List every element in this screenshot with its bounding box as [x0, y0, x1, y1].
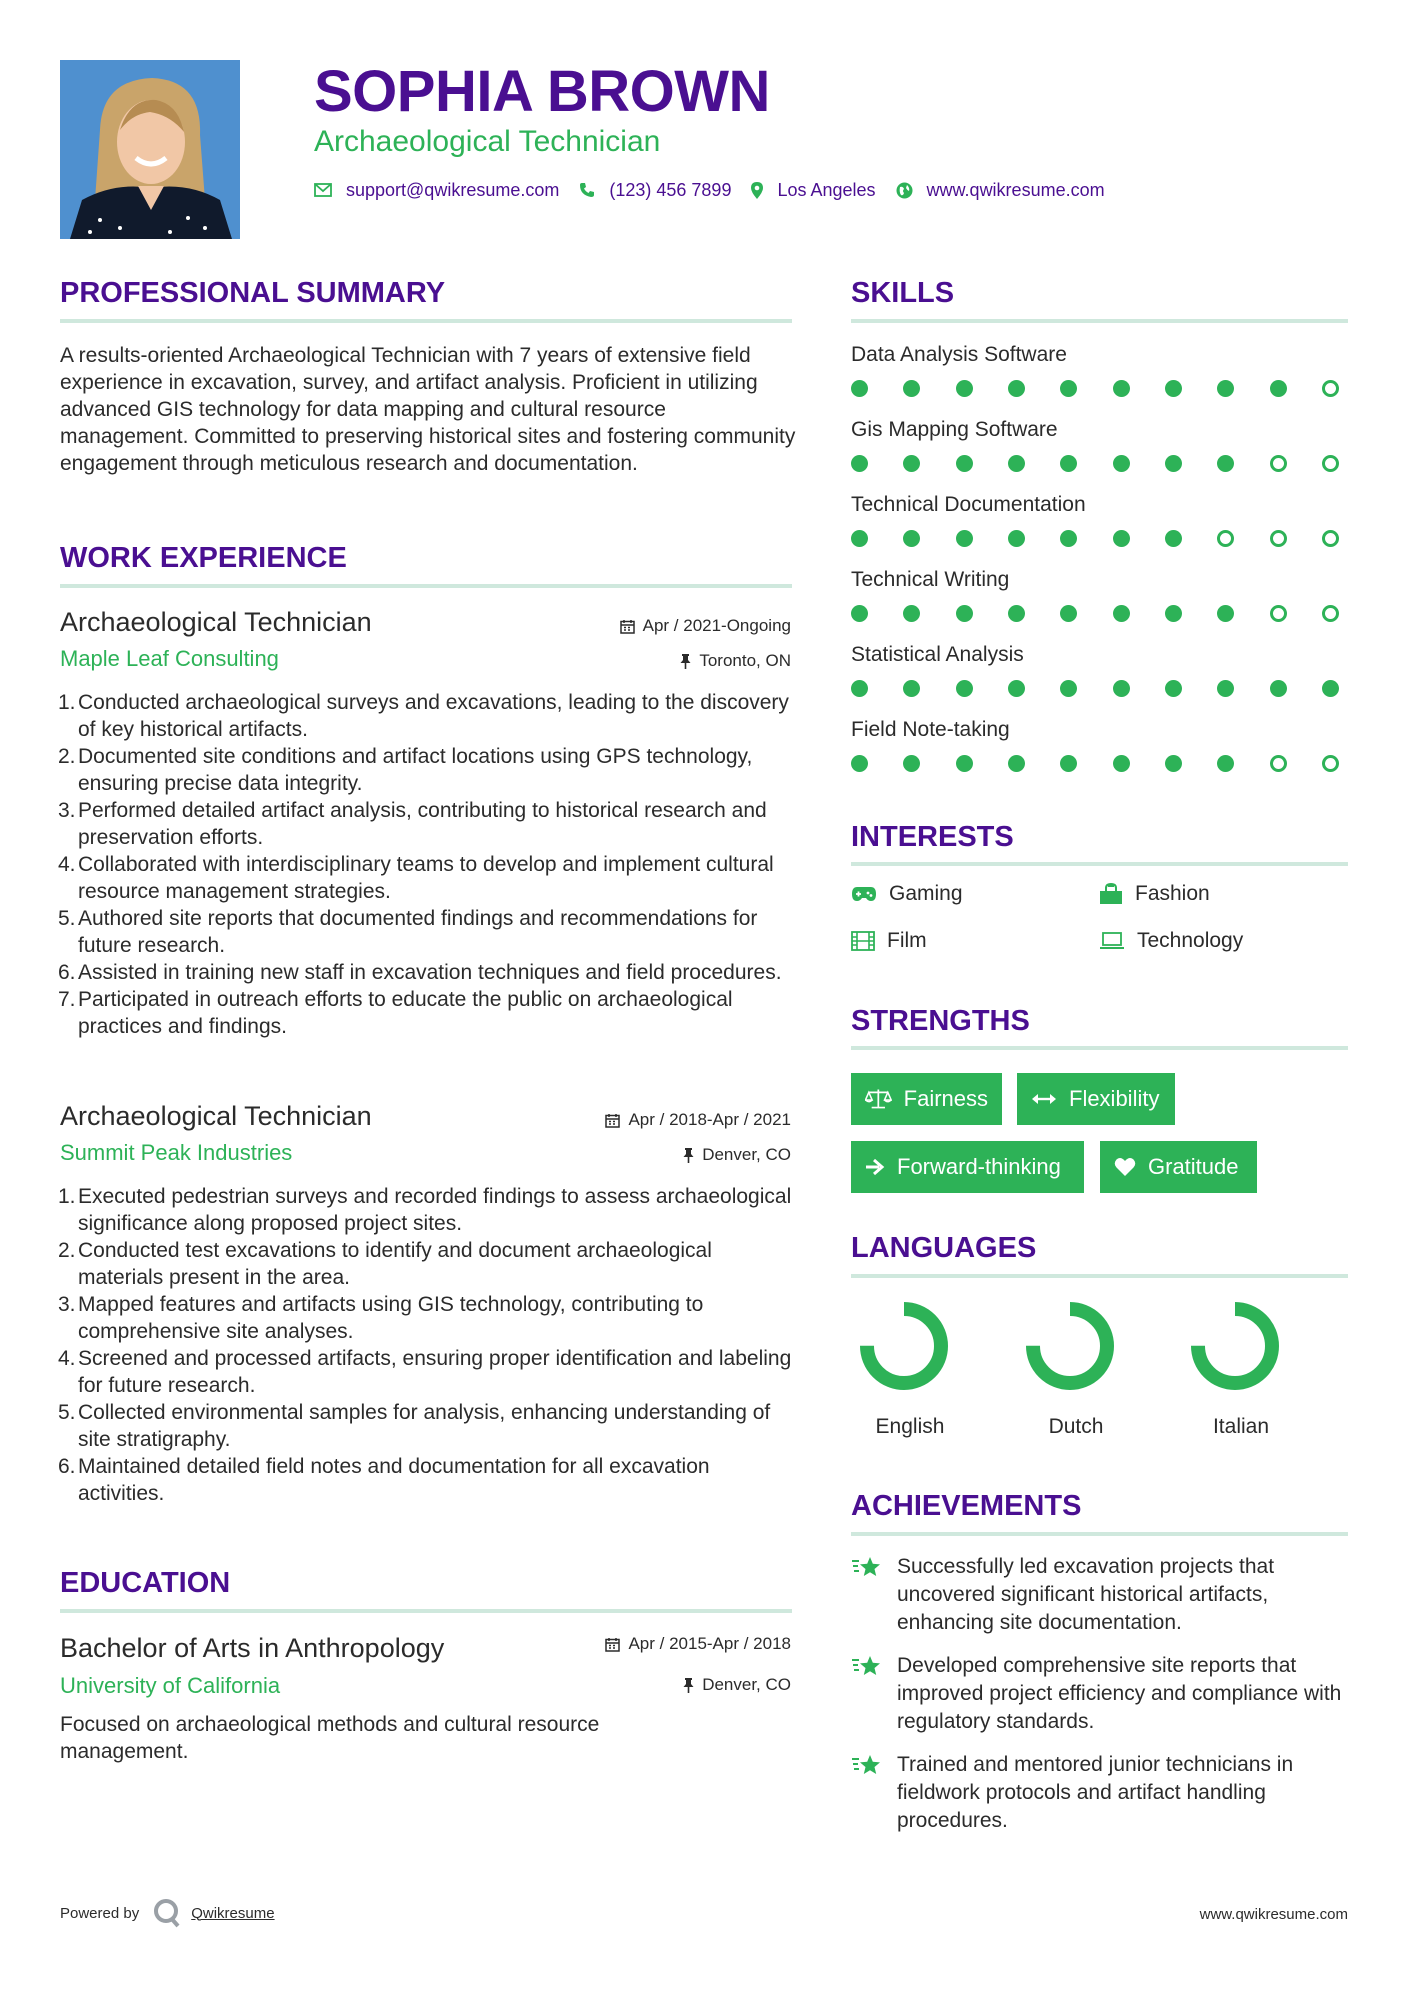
summary-divider: [60, 319, 792, 323]
rating-dot-filled: [903, 530, 920, 547]
contact-email[interactable]: [314, 180, 559, 201]
education-divider: [60, 1609, 792, 1613]
rating-dot-filled: [1322, 680, 1339, 697]
education-dates: [605, 1634, 791, 1654]
qwikresume-link[interactable]: Qwikresume: [191, 1904, 275, 1922]
skill-rating: [851, 755, 1339, 773]
skills-divider: [851, 319, 1348, 323]
achievement-item-3: [851, 1751, 1351, 1835]
rating-dot-filled: [1008, 755, 1025, 772]
rating-dot-filled: [1113, 605, 1130, 622]
rating-dot-filled: [956, 380, 973, 397]
skill-name: Field Note-taking: [851, 718, 1010, 741]
interest-gaming: [851, 882, 963, 906]
education-dates-text: Apr / 2015-Apr / 2018: [628, 1634, 791, 1653]
rating-dot-filled: [1060, 680, 1077, 697]
star-achievement-icon: [851, 1555, 883, 1581]
summary-heading: PROFESSIONAL SUMMARY: [60, 277, 446, 309]
strength-tag-fairness: [851, 1073, 1002, 1125]
rating-dot-filled: [903, 680, 920, 697]
rating-dot-filled: [1217, 455, 1234, 472]
rating-dot-filled: [1217, 605, 1234, 622]
phone-icon: [579, 182, 595, 198]
job-location-text-2: Denver, CO: [702, 1145, 791, 1164]
rating-dot-filled: [1113, 530, 1130, 547]
education-location-text: Denver, CO: [702, 1675, 791, 1694]
rating-dot-filled: [1165, 605, 1182, 622]
phone-text: (123) 456 7899: [609, 179, 732, 200]
experience-heading: WORK EXPERIENCE: [60, 542, 347, 574]
job-title-1: Archaeological Technician: [60, 607, 372, 637]
location-text: Los Angeles: [777, 179, 876, 200]
rating-dot-filled: [851, 380, 868, 397]
list-item: 4. Collaborated with interdisciplinary teams to develop and implement cultural resource management strategies.: [58, 853, 774, 903]
contact-website[interactable]: [896, 180, 1105, 201]
strength-label: Flexibility: [1069, 1086, 1160, 1111]
rating-dot-filled: [1008, 455, 1025, 472]
languages-heading: LANGUAGES: [851, 1232, 1037, 1264]
job-dates-1: [620, 616, 791, 636]
list-item: 2. Documented site conditions and artifact locations using GPS technology, ensuring precise data integrity.: [58, 745, 753, 795]
skill-name: Data Analysis Software: [851, 343, 1067, 366]
rating-dot-filled: [1060, 530, 1077, 547]
list-item: 3. Mapped features and artifacts using GIS technology, contributing to comprehensive site analyses.: [58, 1293, 704, 1343]
rating-dot-filled: [956, 680, 973, 697]
heart-icon: [1114, 1157, 1136, 1177]
candidate-name: SOPHIA BROWN: [314, 59, 770, 124]
rating-dot-filled: [1008, 530, 1025, 547]
list-item: 4. Screened and processed artifacts, ensuring proper identification and labeling for future research.: [58, 1347, 792, 1397]
qwikresume-logo-icon: [153, 1898, 181, 1928]
rating-dot-filled: [903, 605, 920, 622]
achievements-heading: ACHIEVEMENTS: [851, 1490, 1082, 1522]
calendar-icon: [605, 1637, 620, 1652]
contact-location: [751, 180, 875, 201]
rating-dot-filled: [1113, 455, 1130, 472]
profile-photo: [60, 60, 240, 239]
list-item: 6. Assisted in training new staff in excavation techniques and field procedures.: [58, 961, 782, 984]
rating-dot-filled: [956, 755, 973, 772]
education-heading: EDUCATION: [60, 1567, 231, 1599]
language-level-arc: [867, 1309, 941, 1383]
rating-dot-filled: [956, 455, 973, 472]
skill-name: Statistical Analysis: [851, 643, 1024, 666]
rating-dot-filled: [956, 530, 973, 547]
candidate-title: Archaeological Technician: [314, 125, 661, 158]
skill-name: Technical Documentation: [851, 493, 1086, 516]
rating-dot-filled: [851, 755, 868, 772]
skill-rating: [851, 605, 1339, 623]
pushpin-icon: [683, 1678, 694, 1693]
skill-rating: [851, 455, 1339, 473]
strength-tag-gratitude: [1100, 1141, 1257, 1193]
list-item: 5. Authored site reports that documented findings and recommendations for future research.: [58, 907, 758, 957]
language-level-arc: [1198, 1309, 1272, 1383]
achievement-text: Developed comprehensive site reports that improved project efficiency and compliance with regulatory standards.: [897, 1654, 1342, 1733]
rating-dot-filled: [1165, 755, 1182, 772]
rating-dot-filled: [1060, 455, 1077, 472]
list-item: 5. Collected environmental samples for analysis, enhancing understanding of site stratigraphy.: [58, 1401, 771, 1451]
company-1: Maple Leaf Consulting: [60, 646, 279, 671]
powered-by-text: Powered by: [60, 1904, 140, 1922]
list-item: 2. Conducted test excavations to identify and document archaeological materials present in the area.: [58, 1239, 712, 1289]
achievement-item-2: [851, 1652, 1351, 1736]
school-name: University of California: [60, 1673, 281, 1698]
laptop-icon: [1099, 932, 1125, 950]
rating-dot-filled: [1008, 605, 1025, 622]
arrow-right-icon: [865, 1158, 885, 1176]
interests-divider: [851, 862, 1348, 866]
rating-dot-filled: [1217, 380, 1234, 397]
achievements-divider: [851, 1532, 1348, 1536]
interest-label: Gaming: [889, 882, 963, 905]
rating-dot-filled: [1008, 680, 1025, 697]
job-dates-2: [605, 1110, 791, 1130]
envelope-icon: [314, 183, 332, 197]
arrows-horizontal-icon: [1031, 1092, 1057, 1106]
interest-fashion: [1099, 882, 1210, 906]
contact-phone[interactable]: [579, 180, 731, 201]
skill-rating: [851, 680, 1339, 698]
rating-dot-filled: [851, 455, 868, 472]
interests-heading: INTERESTS: [851, 821, 1014, 853]
rating-dot-filled: [903, 755, 920, 772]
achievement-text: Trained and mentored junior technicians in fieldwork protocols and artifact handling procedures.: [897, 1753, 1294, 1832]
strength-tag-forward-thinking: [851, 1141, 1084, 1193]
job-bullets-2: [60, 1183, 800, 1507]
interest-label: Film: [887, 929, 927, 952]
list-item: 1. Conducted archaeological surveys and excavations, leading to the discovery of key historical artifacts.: [58, 691, 789, 741]
achievement-item-1: [851, 1553, 1351, 1637]
company-2: Summit Peak Industries: [60, 1140, 293, 1165]
rating-dot-filled: [1113, 380, 1130, 397]
rating-dot-empty: [1270, 755, 1287, 772]
strengths-divider: [851, 1046, 1348, 1050]
strength-label: Forward-thinking: [897, 1154, 1061, 1179]
skill-name: Gis Mapping Software: [851, 418, 1058, 441]
rating-dot-empty: [1322, 455, 1339, 472]
film-icon: [851, 931, 875, 951]
job-title-2: Archaeological Technician: [60, 1101, 372, 1131]
contact-bar: [314, 178, 1125, 202]
rating-dot-empty: [1322, 755, 1339, 772]
language-ring: [859, 1301, 949, 1391]
rating-dot-empty: [1217, 530, 1234, 547]
rating-dot-filled: [1165, 680, 1182, 697]
rating-dot-filled: [1113, 755, 1130, 772]
footer-powered-by: [60, 1898, 275, 1928]
skills-heading: SKILLS: [851, 277, 955, 309]
language-name: Italian: [1212, 1415, 1270, 1438]
experience-divider: [60, 584, 792, 588]
list-item: 1. Executed pedestrian surveys and recorded findings to assess archaeological significance along proposed project sites.: [58, 1185, 792, 1235]
job-location-2: [683, 1145, 791, 1165]
strength-label: Gratitude: [1148, 1154, 1239, 1179]
rating-dot-empty: [1270, 530, 1287, 547]
language-ring: [1190, 1301, 1280, 1391]
footer-website[interactable]: www.qwikresume.com: [1199, 1906, 1348, 1923]
job-location-1: [680, 651, 791, 671]
rating-dot-filled: [851, 530, 868, 547]
rating-dot-filled: [1060, 380, 1077, 397]
website-text: www.qwikresume.com: [926, 179, 1105, 200]
rating-dot-filled: [1060, 755, 1077, 772]
skill-rating: [851, 530, 1339, 548]
pushpin-icon: [683, 1148, 694, 1163]
map-marker-icon: [751, 182, 763, 199]
list-item: 3. Performed detailed artifact analysis, contributing to historical research and preservation efforts.: [58, 799, 767, 849]
rating-dot-filled: [903, 380, 920, 397]
rating-dot-filled: [1217, 755, 1234, 772]
education-location: [683, 1675, 791, 1695]
globe-icon: [896, 182, 913, 199]
skill-name: Technical Writing: [851, 568, 1010, 591]
rating-dot-empty: [1322, 380, 1339, 397]
strength-tag-flexibility: [1017, 1073, 1175, 1125]
rating-dot-filled: [1270, 680, 1287, 697]
education-description: Focused on archaeological methods and cultural resource management.: [60, 1713, 600, 1763]
summary-text: A results-oriented Archaeological Technician with 7 years of extensive field experience in excavation, survey, and artifact analysis. Proficient in utilizing advanced GIS technology for data mapping and cultural resource management. Committed to preserving historical sites and fostering community engagement through meticulous research and documentation.: [60, 344, 796, 475]
language-level-arc: [1033, 1309, 1107, 1383]
pushpin-icon: [680, 654, 691, 669]
rating-dot-filled: [1165, 380, 1182, 397]
rating-dot-filled: [956, 605, 973, 622]
rating-dot-filled: [1113, 680, 1130, 697]
languages-divider: [851, 1274, 1348, 1278]
rating-dot-empty: [1270, 455, 1287, 472]
rating-dot-filled: [851, 605, 868, 622]
rating-dot-filled: [1060, 605, 1077, 622]
rating-dot-filled: [1008, 380, 1025, 397]
interest-technology: [1099, 929, 1243, 953]
degree-title: Bachelor of Arts in Anthropology: [60, 1633, 445, 1663]
rating-dot-filled: [1270, 380, 1287, 397]
rating-dot-filled: [903, 455, 920, 472]
job-dates-text-2: Apr / 2018-Apr / 2021: [628, 1110, 791, 1129]
rating-dot-filled: [1165, 530, 1182, 547]
rating-dot-filled: [1217, 680, 1234, 697]
rating-dot-empty: [1322, 530, 1339, 547]
interest-label: Technology: [1137, 929, 1244, 952]
list-item: 6. Maintained detailed field notes and documentation for all excavation activities.: [58, 1455, 710, 1505]
strengths-heading: STRENGTHS: [851, 1005, 1030, 1037]
rating-dot-empty: [1322, 605, 1339, 622]
calendar-icon: [605, 1113, 620, 1128]
rating-dot-filled: [851, 680, 868, 697]
star-achievement-icon: [851, 1753, 883, 1779]
rating-dot-empty: [1270, 605, 1287, 622]
achievement-text: Successfully led excavation projects that uncovered significant historical artifacts, enhancing site documentation.: [897, 1555, 1275, 1634]
shopping-bag-icon: [1099, 883, 1123, 905]
language-name: English: [875, 1415, 945, 1438]
job-dates-text-1: Apr / 2021-Ongoing: [642, 616, 791, 635]
language-ring: [1025, 1301, 1115, 1391]
interest-film: [851, 929, 927, 953]
interest-label: Fashion: [1135, 882, 1210, 905]
skill-rating: [851, 380, 1339, 398]
list-item: 7. Participated in outreach efforts to educate the public on archaeological practices and findings.: [58, 988, 733, 1038]
strength-label: Fairness: [903, 1086, 988, 1111]
email-text: support@qwikresume.com: [346, 179, 560, 200]
balance-scale-icon: [865, 1088, 892, 1110]
job-location-text-1: Toronto, ON: [699, 651, 791, 670]
gamepad-icon: [851, 886, 877, 902]
rating-dot-filled: [1165, 455, 1182, 472]
job-bullets-1: [60, 689, 800, 1040]
language-name: Dutch: [1048, 1415, 1104, 1438]
star-achievement-icon: [851, 1654, 883, 1680]
calendar-icon: [620, 619, 635, 634]
